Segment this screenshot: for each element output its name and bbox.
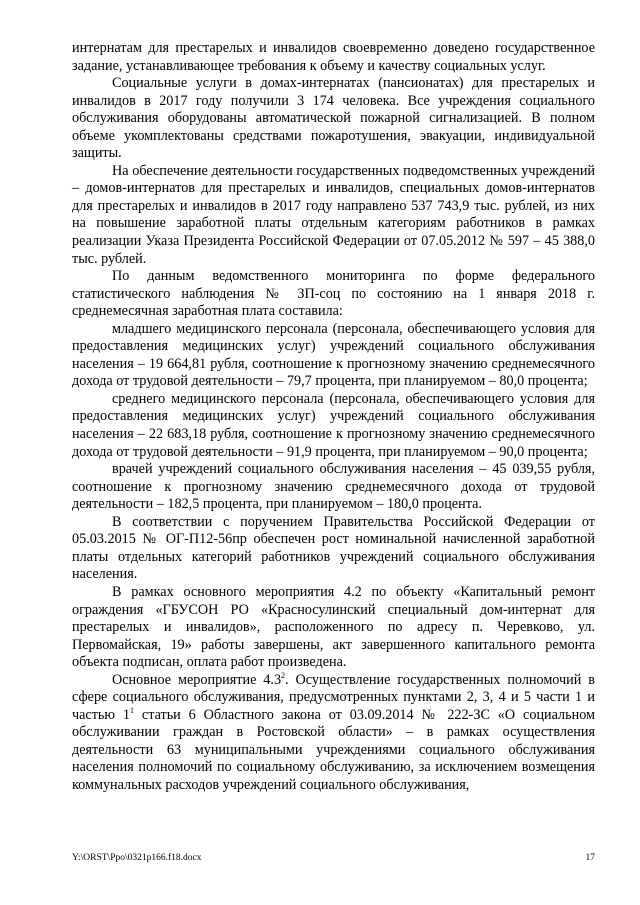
document-body (72, 40, 595, 795)
paragraph: По данным ведомственного мониторинга по форме федерального статистического наблюдения № ЗП-соц по состоянию на 1 января 2018 г. среднемесячная заработная плата составила: (72, 268, 595, 320)
paragraph: На обеспечение деятельности государственных подведомственных учреждений – домов-интернатов для престарелых и инвалидов, специальных домов-интернатов для престарелых и инвалидов в 2017 году направлено 537 743,9 тыс. рублей, из них на повышение заработной платы отдельным категориям работников в рамках реализации Указа Президента Российской Федерации от 07.05.2012 № 597 – 45 388,0 тыс. рублей. (72, 162, 595, 267)
paragraph: младшего медицинского персонала (персонала, обеспечивающего условия для предоставления медицинских услуг) учреждений социального обслуживания населения – 19 664,81 рубля, соотношение к прогнозному значению среднемесячного дохода от трудовой деятельности – 79,7 процента, при планируемом – 80,0 процента; (72, 320, 595, 390)
footnote-marker: 2 (281, 670, 286, 680)
paragraph: В рамках основного мероприятия 4.2 по объекту «Капитальный ремонт ограждения «ГБУСОН РО «Красносулинский специальный дом-интернат для престарелых и инвалидов», расположенного по адресу п. Черевково, ул. Первомайская, 19» работы завершены, акт завершенного капитального ремонта объекта подписан, оплата работ произведена. (72, 583, 595, 671)
paragraph-text: . Осуществление государственных полномочий в сфере социального обслуживания, предусмотренных пунктами 2, 3, 4 и 5 части 1 и частью 1 (72, 671, 595, 723)
file-path: Y:\ORST\Ppo\0321p166.f18.docx (72, 853, 202, 863)
footnote-marker: 1 (130, 705, 134, 715)
paragraph-text: статьи 6 Областного закона от 03.09.2014 № 222-ЗС «О социальном обслуживании граждан в Ростовской области» – в рамках осуществления деятельности 63 муниципальными учреждениями социального обслуживания населения полномочий по социальному обслуживанию, за исключением возмещения коммунальных расходов учреждений социального обслуживания, (72, 706, 595, 793)
paragraph: В соответствии с поручением Правительства Российской Федерации от 05.03.2015 № ОГ-П12-56пр обеспечен рост номинальной начисленной заработной платы отдельных категорий работников учреждений социального обслуживания населения. (72, 513, 595, 583)
paragraph (72, 672, 595, 795)
paragraph: врачей учреждений социального обслуживания населения – 45 039,55 рубля, соотношение к прогнозному значению среднемесячного дохода от трудовой деятельности – 182,5 процента, при планируемом – 180,0 процента. (72, 461, 595, 513)
paragraph: среднего медицинского персонала (персонала, обеспечивающего условия для предоставления медицинских услуг) учреждений социального обслуживания населения – 22 683,18 рубля, соотношение к прогнозному значению среднемесячного дохода от трудовой деятельности – 91,9 процента, при планируемом – 90,0 процента; (72, 390, 595, 460)
paragraph-text: Основное мероприятие 4.3 (112, 671, 282, 688)
page-number: 17 (585, 853, 595, 863)
paragraph: Социальные услуги в домах-интернатах (пансионатах) для престарелых и инвалидов в 2017 году получили 3 174 человека. Все учреждения социального обслуживания оборудованы автоматической пожарной сигнализацией. В полном объеме укомплектованы средствами пожаротушения, эвакуации, индивидуальной защиты. (72, 75, 595, 162)
paragraph: интернатам для престарелых и инвалидов своевременно доведено государственное задание, устанавливающее требования к объему и качеству социальных услуг. (72, 40, 595, 74)
